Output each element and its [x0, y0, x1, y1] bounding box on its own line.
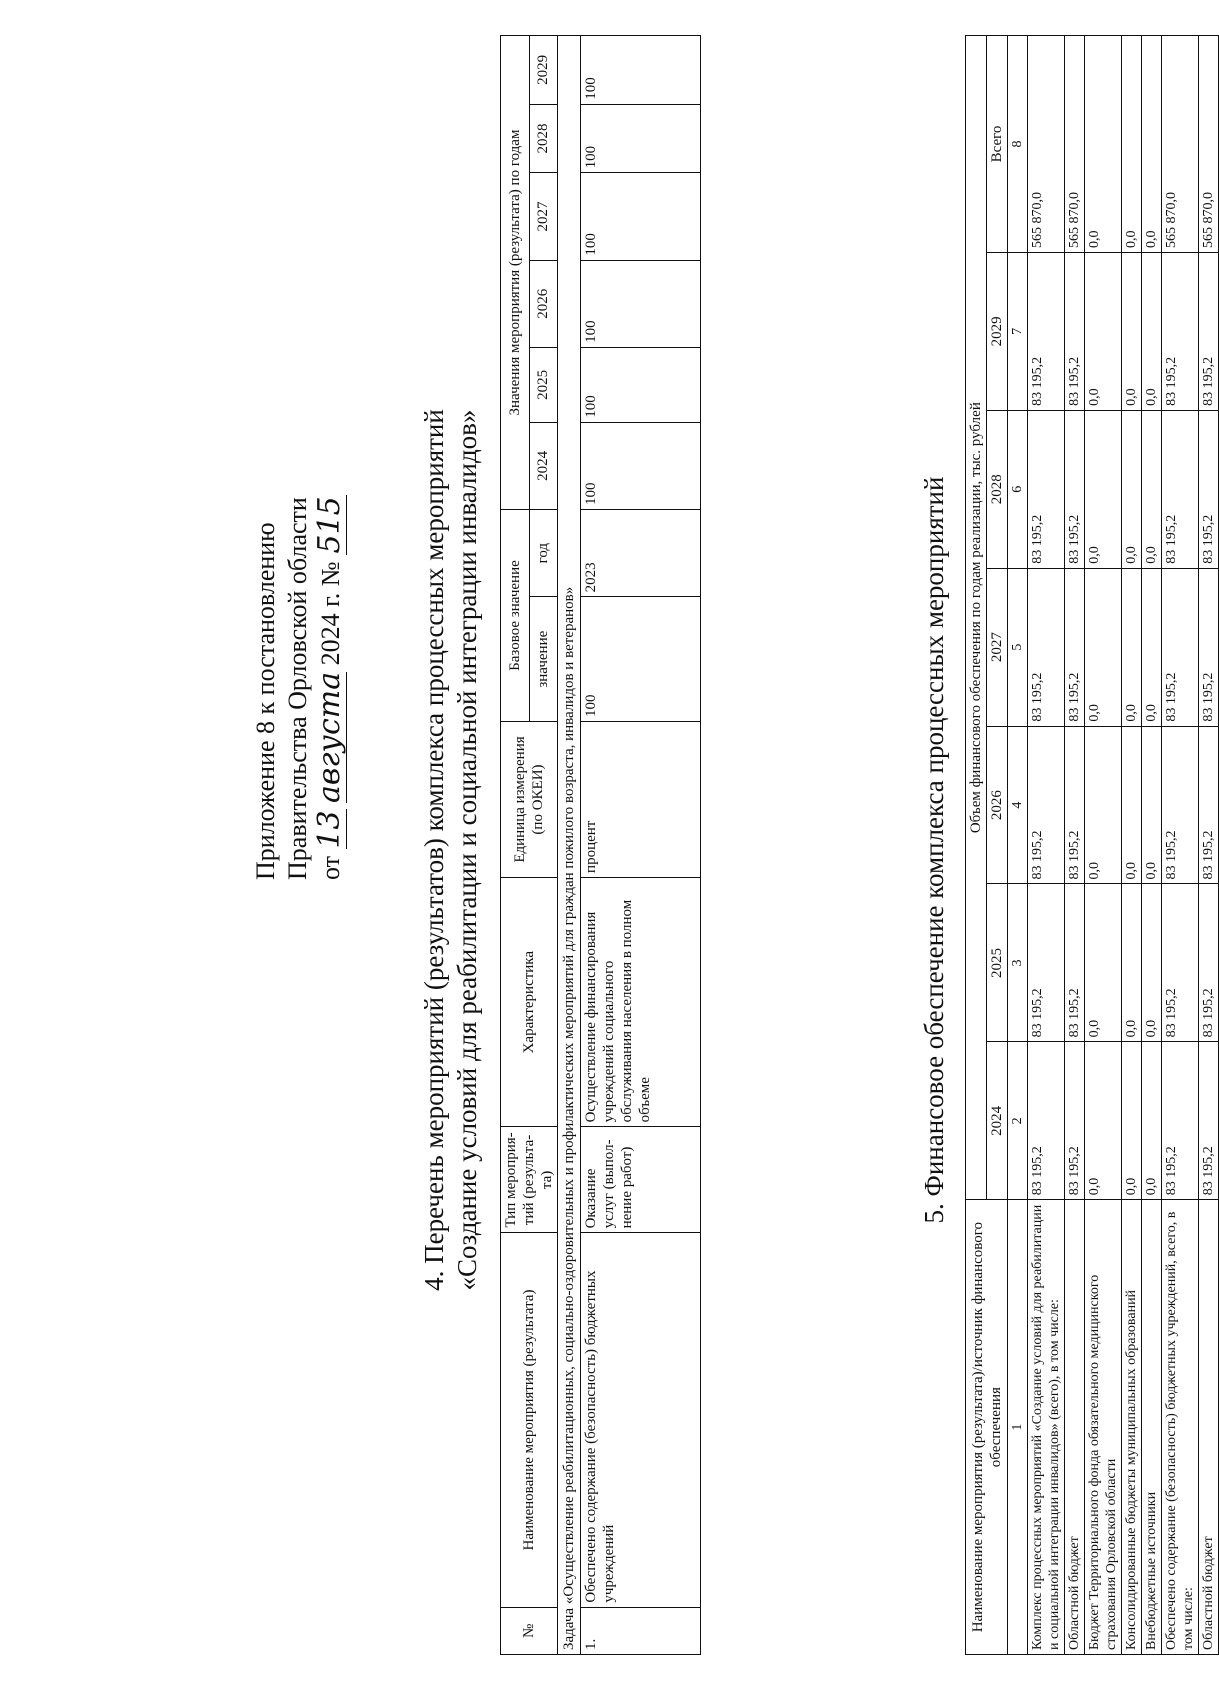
- fin-row-value: 0,0: [1085, 726, 1122, 884]
- fin-row-value: 83 195,2: [1162, 410, 1199, 568]
- col-year: 2026: [529, 260, 558, 347]
- section5-title: 5. Финансовое обеспечение комплекса процессных мероприятий: [919, 476, 949, 1224]
- fin-row-value: 0,0: [1122, 726, 1142, 884]
- fin-row-value: 83 195,2: [1028, 410, 1065, 568]
- fin-row-value: 83 195,2: [1162, 884, 1199, 1042]
- col-base-year: год: [529, 510, 558, 597]
- fin-row-value: 565 870,0: [1199, 36, 1219, 253]
- fin-col-year: 2027: [987, 568, 1008, 726]
- fin-col-year: 2025: [987, 884, 1008, 1042]
- fin-row-value: 83 195,2: [1199, 410, 1219, 568]
- annex-number: 515: [312, 496, 347, 554]
- fin-row-name: Областной бюджет: [1065, 1200, 1085, 1655]
- fin-row-value: 565 870,0: [1065, 36, 1085, 253]
- col-num: №: [501, 1607, 558, 1654]
- fin-row-value: 0,0: [1085, 410, 1122, 568]
- row-num: 1.: [581, 1607, 701, 1654]
- fin-row-value: 83 195,2: [1162, 1042, 1199, 1200]
- task-row: Задача «Осуществление реабилитационных, социально-оздоровительных и профилактических мероприятий для граждан пожилого возраста, инвалидов и ветеранов»: [558, 36, 581, 1655]
- fin-row-value: 83 195,2: [1028, 884, 1065, 1042]
- measures-table: [500, 35, 701, 1655]
- fin-num: 7: [1008, 252, 1028, 410]
- fin-row-value: 0,0: [1142, 884, 1162, 1042]
- fin-row-value: 83 195,2: [1199, 1042, 1219, 1200]
- row-value: 100: [581, 104, 701, 173]
- table-row: [1142, 36, 1162, 1655]
- fin-row-value: 0,0: [1085, 252, 1122, 410]
- row-value: 100: [581, 36, 701, 105]
- col-year: 2029: [529, 36, 558, 105]
- fin-row-name: Бюджет Территориального фонда обязательного медицинского страхования Орловской области: [1085, 1200, 1122, 1655]
- fin-row-name: Областной бюджет: [1199, 1200, 1219, 1655]
- fin-col-year: 2024: [987, 1042, 1008, 1200]
- col-name: Наименование мероприятия (результата): [501, 1233, 558, 1607]
- fin-row-value: 83 195,2: [1065, 1042, 1085, 1200]
- col-years-title: Значения мероприятия (результата) по годам: [501, 36, 530, 510]
- fin-row-value: 0,0: [1122, 1042, 1142, 1200]
- annex-header: [250, 320, 347, 880]
- fin-row-value: 0,0: [1085, 884, 1122, 1042]
- section4-title: [418, 0, 484, 1700]
- section4-title-line2: «Создание условий для реабилитации и социальной интеграции инвалидов»: [452, 409, 482, 1291]
- col-unit: Единица измерения (по ОКЕИ): [501, 722, 558, 878]
- fin-row-value: 0,0: [1142, 410, 1162, 568]
- fin-col-name: Наименование мероприятия (результата)/источник финансового обеспечения: [966, 1200, 1008, 1655]
- annex-line3: [314, 320, 347, 880]
- fin-row-value: 0,0: [1122, 252, 1142, 410]
- table-row: [1065, 36, 1085, 1655]
- section4-title-line1: 4. Перечень мероприятий (результатов) комплекса процессных мероприятий: [419, 409, 449, 1291]
- fin-row-value: 83 195,2: [1065, 410, 1085, 568]
- fin-col-year: 2028: [987, 410, 1008, 568]
- fin-row-value: 0,0: [1122, 884, 1142, 1042]
- fin-num: 4: [1008, 726, 1028, 884]
- col-year: 2025: [529, 347, 558, 422]
- col-base: Базовое значение: [501, 510, 530, 722]
- col-year: 2027: [529, 173, 558, 260]
- fin-num: 6: [1008, 410, 1028, 568]
- annex-month: августа: [312, 671, 347, 803]
- row-name: Обеспечено содержание (безопасность) бюджетных учреждений: [581, 1233, 701, 1607]
- fin-row-value: 565 870,0: [1028, 36, 1065, 253]
- fin-row-value: 0,0: [1122, 36, 1142, 253]
- fin-col-total: Всего: [987, 36, 1008, 253]
- fin-row-value: 83 195,2: [1199, 884, 1219, 1042]
- table-row: [1162, 36, 1199, 1655]
- annex-line1: Приложение 8 к постановлению: [251, 522, 280, 880]
- fin-row-value: 83 195,2: [1199, 568, 1219, 726]
- fin-row-value: 0,0: [1142, 568, 1162, 726]
- col-base-value: значение: [529, 597, 558, 722]
- finance-rows: [1028, 36, 1219, 1655]
- col-year: 2028: [529, 104, 558, 173]
- row-value: 100: [581, 173, 701, 260]
- row-base-value: 100: [581, 597, 701, 722]
- row-char: Осуществление финансирования учреждений социального обслуживания населения в полном объеме: [581, 877, 701, 1126]
- row-base-year: 2023: [581, 510, 701, 597]
- fin-row-value: 83 195,2: [1065, 252, 1085, 410]
- fin-row-value: 83 195,2: [1028, 726, 1065, 884]
- row-value: 100: [581, 422, 701, 509]
- fin-row-value: 83 195,2: [1162, 252, 1199, 410]
- fin-row-value: 0,0: [1142, 36, 1162, 253]
- fin-row-value: 83 195,2: [1028, 568, 1065, 726]
- fin-row-value: 0,0: [1122, 568, 1142, 726]
- fin-row-name: Внебюджетные источники: [1142, 1200, 1162, 1655]
- annex-ot: от: [316, 855, 345, 880]
- annex-day: 13: [312, 810, 347, 849]
- fin-row-value: 0,0: [1122, 410, 1142, 568]
- fin-row-value: 83 195,2: [1065, 726, 1085, 884]
- fin-row-value: 83 195,2: [1162, 726, 1199, 884]
- col-type: Тип мероприя-тий (результа-та): [501, 1127, 558, 1233]
- table-row: [1122, 36, 1142, 1655]
- fin-num: 1: [1008, 1200, 1028, 1655]
- fin-num: 2: [1008, 1042, 1028, 1200]
- fin-row-value: 83 195,2: [1199, 252, 1219, 410]
- fin-row-name: Комплекс процессных мероприятий «Создание условий для реабилитации и социальной интеграции инвалидов» (всего), в том числе:: [1028, 1200, 1065, 1655]
- fin-row-value: 0,0: [1142, 1042, 1162, 1200]
- fin-col-volume: Объем финансового обеспечения по годам реализации, тыс. рублей: [966, 36, 987, 1200]
- fin-row-value: 565 870,0: [1162, 36, 1199, 253]
- fin-num: 3: [1008, 884, 1028, 1042]
- table-row: [1199, 36, 1219, 1655]
- fin-row-value: 83 195,2: [1065, 568, 1085, 726]
- col-char: Характеристика: [501, 877, 558, 1126]
- fin-row-value: 0,0: [1085, 36, 1122, 253]
- finance-table: [965, 35, 1219, 1655]
- fin-row-value: 83 195,2: [1028, 1042, 1065, 1200]
- fin-num: 8: [1008, 36, 1028, 253]
- fin-row-value: 0,0: [1085, 1042, 1122, 1200]
- row-unit: процент: [581, 722, 701, 878]
- row-type: Оказание услуг (выпол-нение работ): [581, 1127, 701, 1233]
- fin-row-value: 83 195,2: [1162, 568, 1199, 726]
- fin-row-value: 0,0: [1142, 726, 1162, 884]
- fin-row-value: 83 195,2: [1065, 884, 1085, 1042]
- fin-row-value: 83 195,2: [1028, 252, 1065, 410]
- fin-row-value: 83 195,2: [1199, 726, 1219, 884]
- row-value: 100: [581, 260, 701, 347]
- fin-col-year: 2029: [987, 252, 1008, 410]
- table-row: [1028, 36, 1065, 1655]
- annex-line2: Правительства Орловской области: [283, 497, 312, 880]
- fin-num: 5: [1008, 568, 1028, 726]
- col-year: 2024: [529, 422, 558, 509]
- table-row: [1085, 36, 1122, 1655]
- fin-row-name: Консолидированные бюджеты муниципальных образований: [1122, 1200, 1142, 1655]
- row-value: 100: [581, 347, 701, 422]
- fin-row-name: Обеспечено содержание (безопасность) бюджетных учреждений, всего, в том числе:: [1162, 1200, 1199, 1655]
- fin-col-year: 2026: [987, 726, 1008, 884]
- annex-year: 2024 г. №: [316, 561, 345, 666]
- fin-row-value: 0,0: [1085, 568, 1122, 726]
- fin-row-value: 0,0: [1142, 252, 1162, 410]
